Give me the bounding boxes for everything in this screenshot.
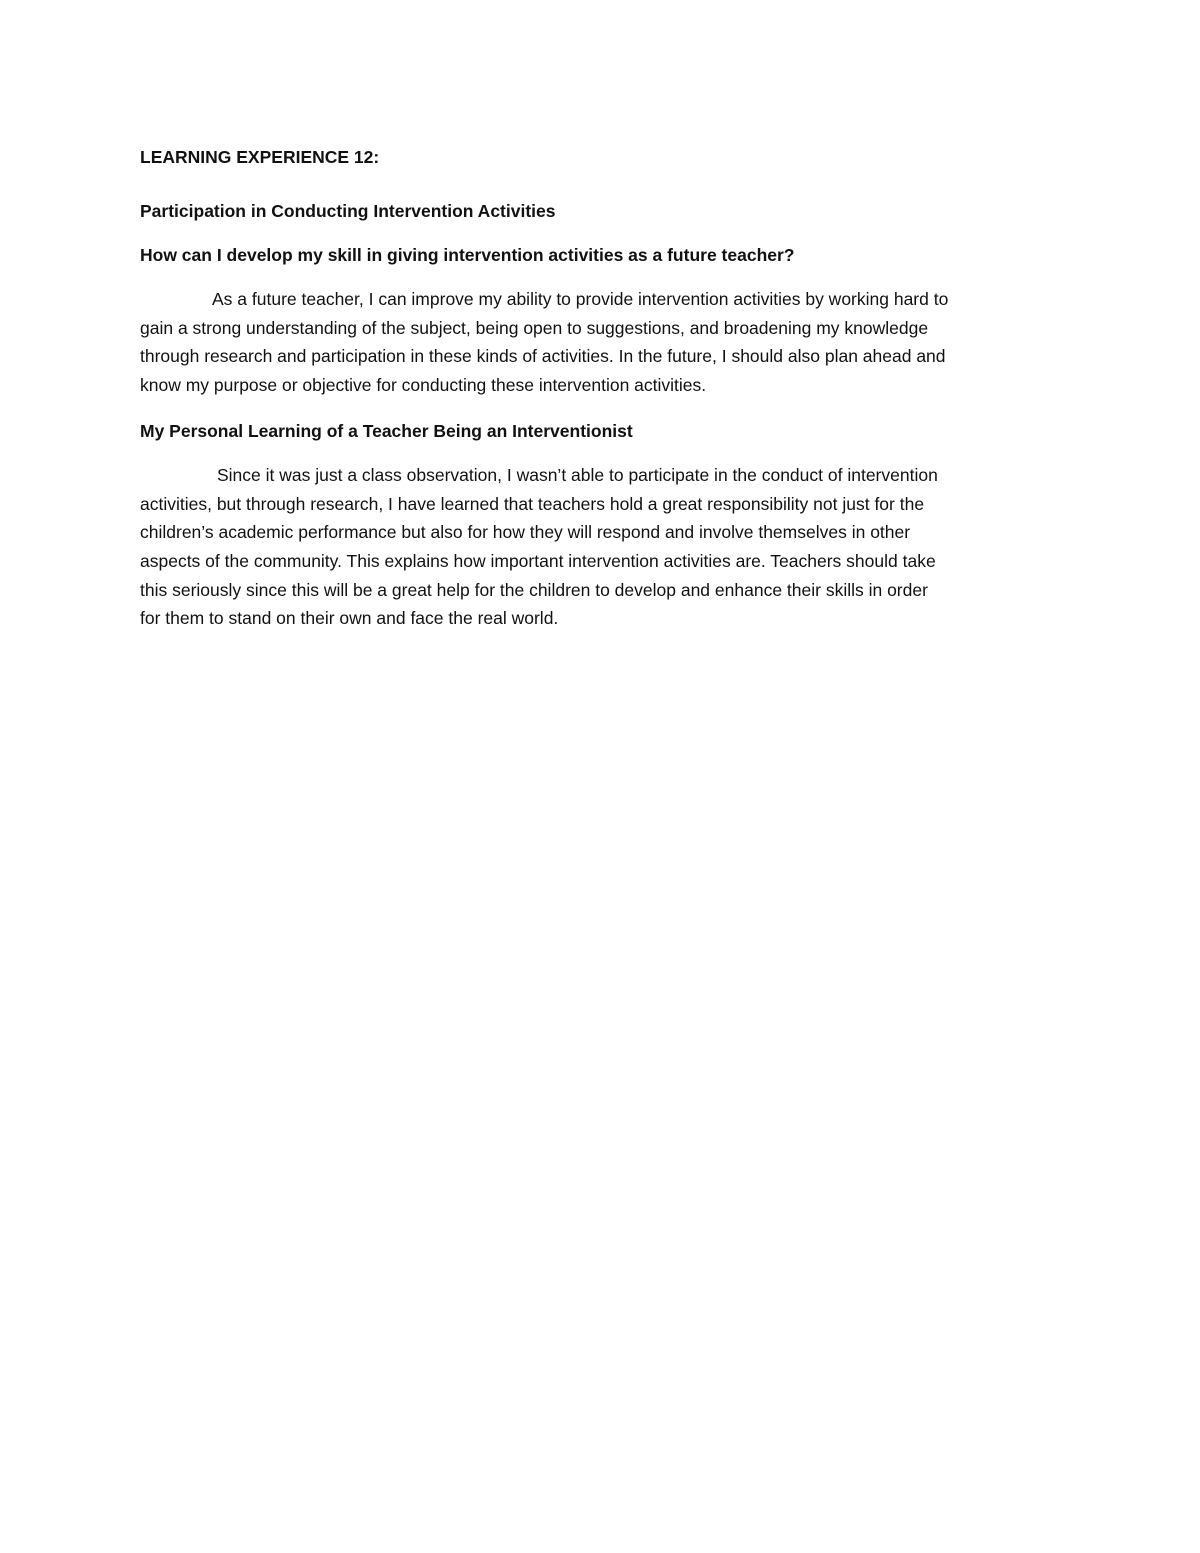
guiding-question: How can I develop my skill in giving intervention activities as a future teacher?: [140, 245, 795, 265]
paragraph-line: this seriously since this will be a great help for the children to develop and enhance their skills in order: [140, 579, 928, 600]
paragraph-line: As a future teacher, I can improve my ability to provide intervention activities by working hard to: [212, 289, 949, 309]
section-heading: My Personal Learning of a Teacher Being an Interventionist: [140, 420, 633, 441]
paragraph-line: Since it was just a class observation, I wasn’t able to participate in the conduct of intervention: [217, 464, 938, 485]
document-subtitle: Participation in Conducting Intervention Activities: [140, 201, 556, 221]
paragraph-line: activities, but through research, I have learned that teachers hold a great responsibility not just for the: [140, 493, 925, 514]
paragraph-line: children’s academic performance but also for how they will respond and involve themselves in other: [140, 522, 911, 543]
paragraph-line: aspects of the community. This explains how important intervention activities are. Teachers should take: [140, 550, 936, 571]
document-title: LEARNING EXPERIENCE 12:: [140, 147, 380, 167]
paragraph-line: for them to stand on their own and face the real world.: [140, 608, 559, 629]
document-body: [140, 143, 1060, 650]
answer-paragraph: [140, 285, 1060, 400]
reflection-paragraph: [140, 461, 1060, 633]
paragraph-line: through research and participation in these kinds of activities. In the future, I should also plan ahead and: [140, 346, 946, 367]
paragraph-line: know my purpose or objective for conducting these intervention activities.: [140, 375, 707, 396]
paragraph-line: gain a strong understanding of the subject, being open to suggestions, and broadening my knowledge: [140, 317, 929, 338]
